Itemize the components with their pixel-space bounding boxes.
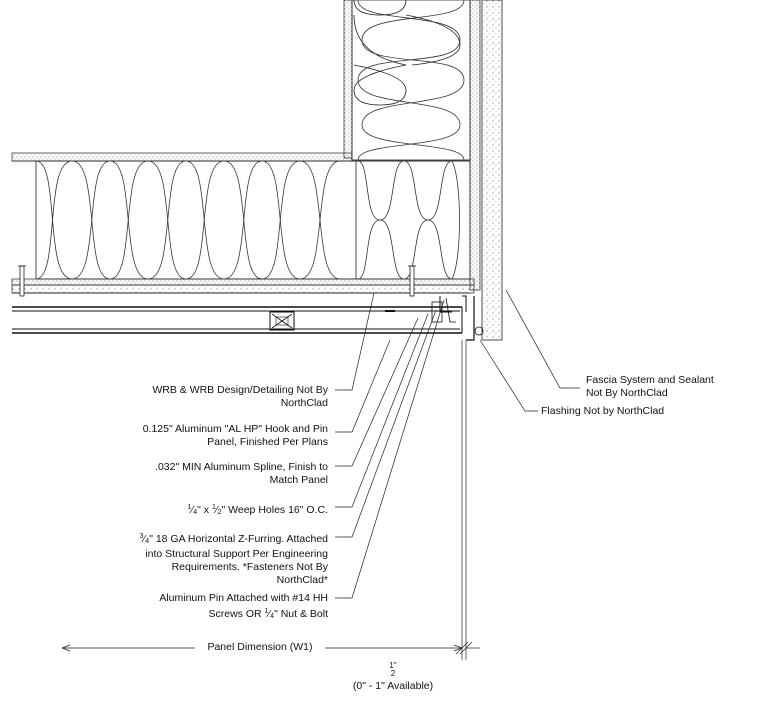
weep-x-sep: " x	[197, 504, 212, 516]
soffit-insulation	[36, 161, 470, 279]
dimension-panel-text: Panel Dimension (W1)	[207, 641, 313, 653]
zfurring-frac-num: 3	[139, 533, 144, 540]
pin-line2-post: " Nut & Bolt	[274, 608, 328, 620]
dimension-gap-range	[343, 680, 443, 693]
leader-lines	[335, 290, 580, 598]
callout-zfurring-line3: Requirements. *Fasteners Not By	[171, 561, 328, 573]
gap-num: 1	[389, 661, 394, 670]
aluminum-panel	[12, 307, 462, 333]
callout-panel-line1: 0.125" Aluminum "AL HP" Hook and Pin	[142, 423, 328, 435]
callout-wrb-line1: WRB & WRB Design/Detailing Not By	[152, 384, 328, 396]
callout-panel-line2: Panel, Finished Per Plans	[207, 436, 328, 448]
weep-w-num: 1	[187, 504, 192, 511]
callout-spline-line1: .032" MIN Aluminum Spline, Finish to	[155, 461, 328, 473]
callout-z-furring	[140, 530, 328, 587]
callout-wrb-line2: NorthClad	[280, 397, 328, 409]
callout-pin-line1: Aluminum Pin Attached with #14 HH	[159, 592, 328, 604]
gap-mark: "	[393, 661, 397, 670]
callout-flashing-line: Flashing Not by NorthClad	[541, 405, 665, 417]
dimension-panel-label	[196, 641, 324, 654]
callout-zfurring-line2: into Structural Support Per Engineering	[145, 548, 328, 560]
callout-spline	[155, 461, 328, 487]
callout-fascia-line2: Not By NorthClad	[586, 387, 668, 399]
callout-flashing	[541, 405, 664, 418]
callout-zfurring-line4: NorthClad*	[276, 574, 328, 586]
callout-weep-line: $^1⁄_4$" x $^1⁄_2$" Weep Holes 16" O.C.	[187, 504, 328, 516]
callout-pin-line2: Screws OR $^1⁄_4$" Nut & Bolt	[208, 608, 328, 620]
weep-rest: " Weep Holes 16" O.C.	[221, 504, 328, 516]
gap-fraction-den: 2	[390, 669, 396, 678]
weep-w-den: 4	[193, 509, 198, 516]
callout-wrb	[152, 384, 328, 410]
pin-frac-den: 4	[270, 613, 275, 620]
callout-aluminum-pin	[159, 592, 328, 623]
callout-fascia-line1: Fascia System and Sealant	[586, 374, 714, 386]
dimension-gap-fraction	[383, 662, 403, 678]
callout-fascia	[586, 374, 714, 400]
pin-line2-pre: Screws OR	[208, 608, 265, 620]
callout-weep-holes	[188, 501, 328, 519]
zfurring-frac-den: 4	[145, 538, 150, 545]
weep-h-num: 1	[211, 504, 216, 511]
zfurring-line1-rest: " 18 GA Horizontal Z-Furring. Attached	[149, 533, 328, 545]
callout-spline-line2: Match Panel	[269, 474, 328, 486]
callout-panel	[143, 423, 328, 449]
wall-insulation	[352, 0, 470, 160]
pin-frac-num: 1	[264, 608, 269, 615]
dimension-gap-range-text: (0" - 1" Available)	[352, 680, 434, 692]
soffit-sheathing	[12, 279, 474, 293]
weep-h-den: 2	[217, 509, 222, 516]
callout-zfurring-line1: $^3⁄_4$" 18 GA Horizontal Z-Furring. Attached	[139, 533, 328, 545]
